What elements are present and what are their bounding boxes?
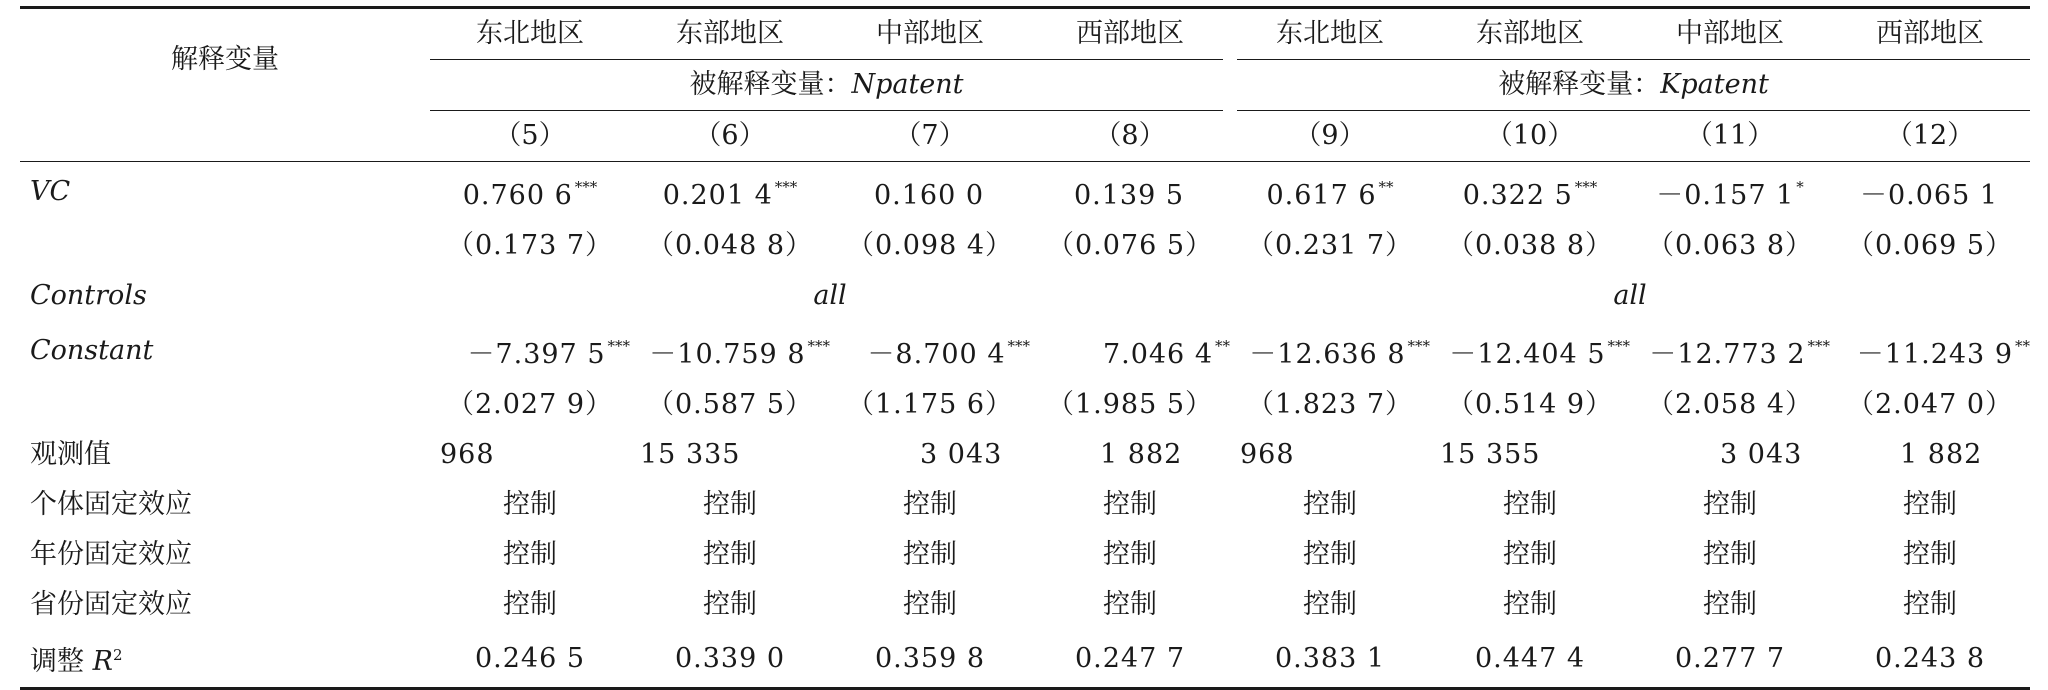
- significance-stars: ***: [774, 178, 798, 196]
- se-cell: （2.058 4）: [1646, 389, 1814, 420]
- controls-label: Controls: [30, 280, 147, 311]
- obs-cell: 15 355: [1440, 439, 1541, 470]
- coef-cell: [1230, 321, 1430, 380]
- se-label-spacer: [20, 380, 430, 430]
- coef-value: －7.397 5: [467, 339, 606, 370]
- coef-value: 0.617 6: [1266, 180, 1377, 211]
- coef-cell: [1630, 321, 1830, 380]
- fe-cell: 控制: [1903, 589, 1957, 620]
- coef-value: 0.139 5: [1073, 180, 1185, 211]
- se-label-spacer: [20, 221, 430, 271]
- fe-cell: 控制: [503, 489, 557, 520]
- constant-se-row: [20, 380, 2030, 430]
- coef-value: －12.636 8: [1249, 339, 1406, 370]
- fe-cell: 控制: [1703, 539, 1757, 570]
- coef-value: －11.243 9: [1856, 339, 2013, 370]
- fe-label: 省份固定效应: [30, 589, 192, 620]
- coef-value: －0.065 1: [1859, 180, 1999, 211]
- fe-cell: 控制: [1703, 489, 1757, 520]
- vc-label: VC: [30, 175, 71, 207]
- coef-cell: [430, 321, 630, 380]
- significance-stars: ***: [1007, 337, 1030, 355]
- r2-cell: 0.383 1: [1230, 630, 1430, 689]
- coef-cell: [1430, 321, 1630, 380]
- region-header: 中部地区: [1630, 8, 1830, 60]
- observations-row: [20, 430, 2030, 480]
- fe-cell: 控制: [1303, 589, 1357, 620]
- fe-cell: 控制: [1503, 539, 1557, 570]
- controls-row: [20, 271, 2030, 321]
- se-cell: （0.514 9）: [1446, 389, 1614, 420]
- fe-cell: 控制: [1303, 489, 1357, 520]
- adj-r2-row: [20, 630, 2030, 689]
- obs-cell: 15 335: [640, 439, 741, 470]
- dep-var-left: [430, 60, 1230, 111]
- obs-cell: 968: [1240, 439, 1295, 470]
- model-number: （11）: [1630, 111, 1830, 162]
- coef-cell: [1430, 162, 1630, 222]
- model-number: （8）: [1030, 111, 1230, 162]
- se-cell: （1.175 6）: [846, 389, 1014, 420]
- fe-cell: 控制: [1103, 489, 1157, 520]
- r2-cell: 0.243 8: [1830, 630, 2030, 689]
- adj-r2-superscript: 2: [112, 646, 123, 664]
- r2-cell: 0.246 5: [430, 630, 630, 689]
- fe-cell: 控制: [703, 589, 757, 620]
- fe-cell: 控制: [1303, 539, 1357, 570]
- coef-cell: [1830, 321, 2030, 380]
- obs-cell: 3 043: [920, 439, 1003, 470]
- significance-stars: ***: [574, 178, 598, 196]
- fe-cell: 控制: [1503, 589, 1557, 620]
- adj-r2-prefix: 调整: [30, 646, 93, 677]
- se-cell: （0.063 8）: [1646, 230, 1814, 261]
- coef-cell: [1030, 162, 1230, 222]
- coef-cell: [830, 321, 1030, 380]
- r2-cell: 0.339 0: [630, 630, 830, 689]
- significance-stars: ***: [1607, 337, 1630, 355]
- se-cell: （0.076 5）: [1046, 230, 1214, 261]
- significance-stars: ***: [807, 337, 830, 355]
- coef-cell: [830, 162, 1030, 222]
- region-header: 西部地区: [1830, 8, 2030, 60]
- fe-cell: 控制: [1903, 489, 1957, 520]
- model-number: （6）: [630, 111, 830, 162]
- se-cell: （0.048 8）: [646, 230, 814, 261]
- significance-stars: ***: [607, 337, 630, 355]
- fe-cell: 控制: [903, 539, 957, 570]
- se-cell: （0.038 8）: [1446, 230, 1614, 261]
- fe-row-individual: [20, 480, 2030, 530]
- fe-row-province: [20, 580, 2030, 630]
- r2-cell: 0.247 7: [1030, 630, 1230, 689]
- region-header: 东北地区: [430, 8, 630, 60]
- coef-value: －10.759 8: [649, 339, 806, 370]
- model-number: （12）: [1830, 111, 2030, 162]
- model-number: （9）: [1230, 111, 1430, 162]
- fe-cell: 控制: [1503, 489, 1557, 520]
- model-number-spacer: [20, 111, 430, 162]
- fe-cell: 控制: [1103, 539, 1157, 570]
- se-cell: （0.231 7）: [1246, 230, 1414, 261]
- dep-var-left-name: Npatent: [851, 69, 964, 100]
- controls-right-value: all: [1613, 280, 1647, 311]
- model-number: （7）: [830, 111, 1030, 162]
- dep-var-right: [1230, 60, 2030, 111]
- constant-label: Constant: [30, 334, 154, 366]
- model-number: （5）: [430, 111, 630, 162]
- region-header: 西部地区: [1030, 8, 1230, 60]
- fe-label: 年份固定效应: [30, 539, 192, 570]
- fe-cell: 控制: [503, 539, 557, 570]
- coef-value: －12.773 2: [1649, 339, 1806, 370]
- region-header: 东部地区: [1430, 8, 1630, 60]
- adj-r2-label: [20, 630, 430, 689]
- fe-cell: 控制: [703, 489, 757, 520]
- se-cell: （1.985 5）: [1046, 389, 1214, 420]
- coef-value: 7.046 4: [1102, 339, 1213, 370]
- model-number: （10）: [1430, 111, 1630, 162]
- significance-stars: **: [2015, 337, 2030, 355]
- coef-cell: [430, 162, 630, 222]
- se-cell: （2.027 9）: [446, 389, 614, 420]
- fe-cell: 控制: [503, 589, 557, 620]
- coef-cell: [630, 162, 830, 222]
- coef-cell: [1030, 321, 1230, 380]
- region-header: 东北地区: [1230, 8, 1430, 60]
- obs-cell: 968: [440, 439, 495, 470]
- fe-cell: 控制: [1703, 589, 1757, 620]
- coef-cell: [1230, 162, 1430, 222]
- coef-value: 0.760 6: [462, 180, 573, 211]
- fe-cell: 控制: [1103, 589, 1157, 620]
- fe-cell: 控制: [1903, 539, 1957, 570]
- significance-stars: *: [1796, 178, 1804, 196]
- se-cell: （0.587 5）: [646, 389, 814, 420]
- coef-value: 0.201 4: [662, 180, 773, 211]
- se-cell: （1.823 7）: [1246, 389, 1414, 420]
- se-cell: （0.069 5）: [1846, 230, 2014, 261]
- coef-value: －8.700 4: [867, 339, 1006, 370]
- coef-value: 0.322 5: [1462, 180, 1573, 211]
- r2-cell: 0.277 7: [1630, 630, 1830, 689]
- fe-cell: 控制: [703, 539, 757, 570]
- vc-coef-row: [20, 162, 2030, 222]
- significance-stars: **: [1378, 178, 1394, 196]
- coef-value: －0.157 1: [1656, 180, 1795, 211]
- vc-se-row: [20, 221, 2030, 271]
- obs-cell: 1 882: [1900, 439, 1983, 470]
- significance-stars: **: [1215, 337, 1230, 355]
- fe-cell: 控制: [903, 489, 957, 520]
- region-header: 中部地区: [830, 8, 1030, 60]
- se-cell: （0.098 4）: [846, 230, 1014, 261]
- regression-table: [20, 6, 2030, 690]
- coef-value: 0.160 0: [873, 180, 985, 211]
- se-cell: （0.173 7）: [446, 230, 614, 261]
- header-regions-row: [20, 8, 2030, 60]
- controls-left-value: all: [813, 280, 847, 311]
- observations-label: 观测值: [30, 439, 111, 470]
- significance-stars: ***: [1807, 337, 1830, 355]
- dep-var-right-name: Kpatent: [1660, 69, 1769, 100]
- coef-cell: [1630, 162, 1830, 222]
- coef-cell: [1830, 162, 2030, 222]
- r2-cell: 0.447 4: [1430, 630, 1630, 689]
- coef-value: －12.404 5: [1449, 339, 1606, 370]
- adj-r2-symbol: R: [92, 646, 113, 677]
- se-cell: （2.047 0）: [1846, 389, 2014, 420]
- dep-var-right-prefix: 被解释变量：: [1498, 69, 1661, 100]
- row-label-header: 解释变量: [20, 8, 430, 111]
- dep-var-left-prefix: 被解释变量：: [689, 69, 852, 100]
- obs-cell: 3 043: [1720, 439, 1803, 470]
- regression-table-container: [20, 6, 2030, 690]
- header-model-numbers-row: [20, 111, 2030, 162]
- constant-coef-row: [20, 321, 2030, 380]
- fe-row-year: [20, 530, 2030, 580]
- fe-label: 个体固定效应: [30, 489, 192, 520]
- coef-cell: [630, 321, 830, 380]
- significance-stars: ***: [1407, 337, 1430, 355]
- significance-stars: ***: [1574, 178, 1598, 196]
- r2-cell: 0.359 8: [830, 630, 1030, 689]
- fe-cell: 控制: [903, 589, 957, 620]
- region-header: 东部地区: [630, 8, 830, 60]
- obs-cell: 1 882: [1100, 439, 1183, 470]
